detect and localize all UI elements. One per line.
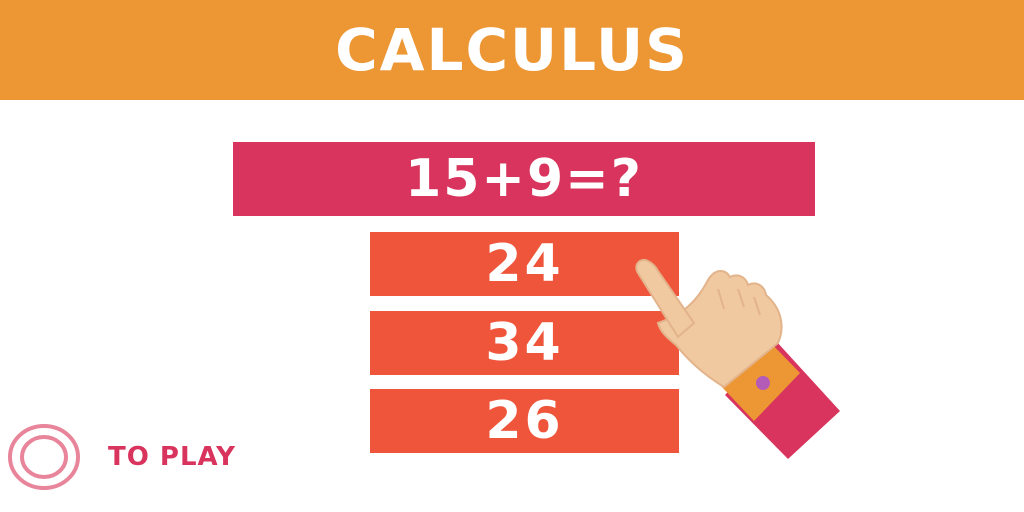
answer-option-1[interactable]: 24 bbox=[370, 232, 679, 296]
play-button[interactable] bbox=[6, 422, 236, 492]
play-label: TO PLAY bbox=[108, 442, 236, 472]
question-banner: 15+9=? bbox=[233, 142, 815, 216]
cuff-button bbox=[756, 376, 770, 390]
pointing-hand-icon bbox=[620, 245, 850, 465]
ring-icon bbox=[6, 422, 82, 492]
answer-option-3[interactable]: 26 bbox=[370, 389, 679, 453]
game-title: CALCULUS bbox=[335, 16, 689, 84]
answer-option-2[interactable]: 34 bbox=[370, 311, 679, 375]
header-bar bbox=[0, 0, 1024, 100]
